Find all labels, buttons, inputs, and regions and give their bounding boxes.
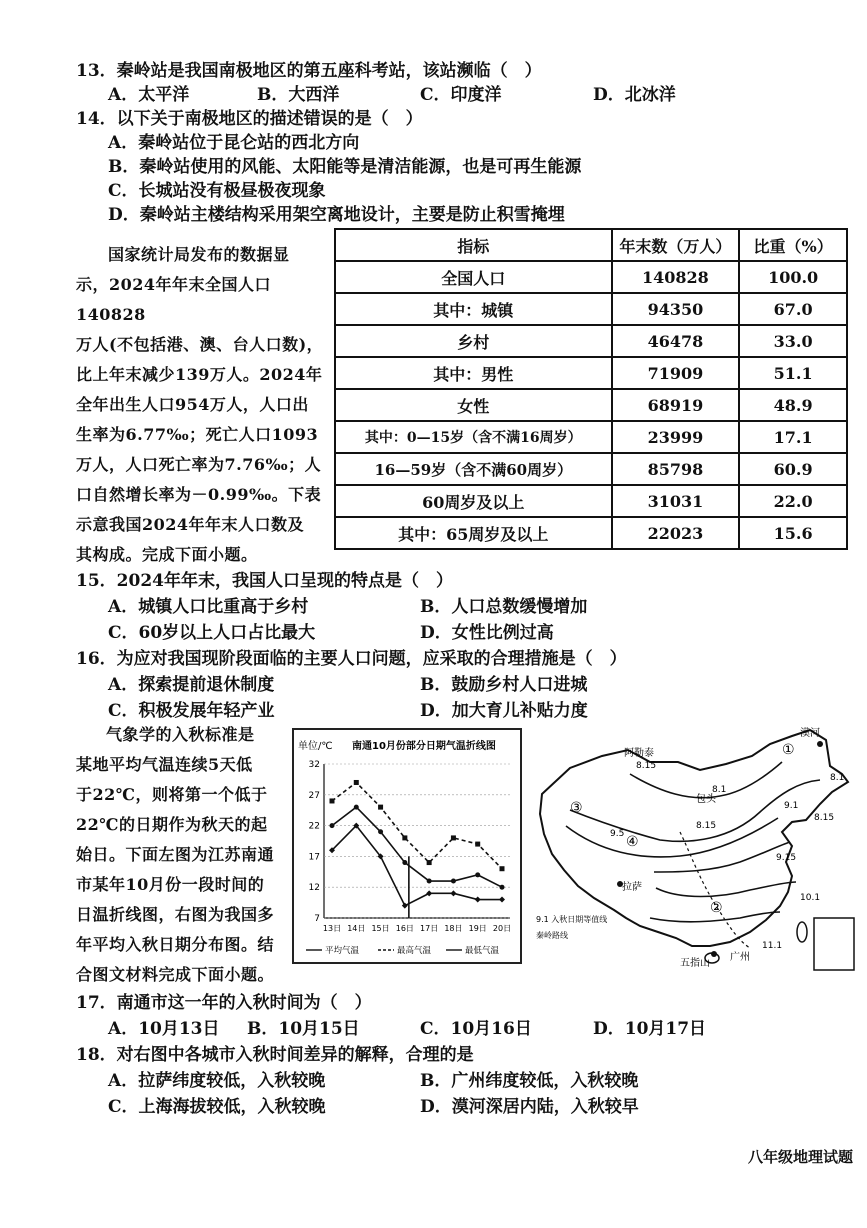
city-dot xyxy=(711,951,717,957)
q16-option-b[interactable]: B．鼓励乡村人口进城 xyxy=(420,675,588,695)
temperature-chart xyxy=(292,728,522,964)
legend-label: 最低气温 xyxy=(465,946,500,956)
q14-option-d[interactable]: D．秦岭站主楼结构采用架空离地设计，主要是防止积雪掩埋 xyxy=(108,205,565,225)
table-cell: 全国人口 xyxy=(335,261,612,293)
q16-option-c[interactable]: C．积极发展年轻产业 xyxy=(108,701,275,721)
material-line: 市某年10月份一段时间的 xyxy=(76,875,265,894)
table-cell: 33.0 xyxy=(739,325,847,357)
map-date-label: 9.15 xyxy=(776,853,797,863)
data-point xyxy=(475,872,480,877)
map-region-3: ③ xyxy=(570,800,583,816)
table-row xyxy=(335,421,847,453)
map-region-4: ④ xyxy=(626,834,639,850)
table-cell: 22.0 xyxy=(739,485,847,517)
table-header: 年末数（万人） xyxy=(612,229,740,261)
table-cell: 其中：0—15岁（含不满16周岁） xyxy=(335,421,612,453)
q14-option-c[interactable]: C．长城站没有极昼极夜现象 xyxy=(108,181,326,201)
q17-option-c[interactable]: C．10月16日 xyxy=(420,1019,532,1039)
table-cell: 其中：男性 xyxy=(335,357,612,389)
data-point xyxy=(426,890,432,896)
data-point xyxy=(402,903,408,909)
south-sea-inset xyxy=(814,918,854,970)
material-line: 某地平均气温连续5天低 xyxy=(76,755,253,774)
material-line: 年平均入秋日期分布图。结 xyxy=(76,935,275,954)
material-line: 日温折线图，右图为我国多 xyxy=(76,905,275,924)
legend-label: 平均气温 xyxy=(325,946,360,956)
data-point xyxy=(378,829,383,834)
material-line: 生率为6.77‰；死亡人口1093 xyxy=(76,425,319,444)
data-point xyxy=(451,879,456,884)
q14-option-a[interactable]: A．秦岭站位于昆仑站的西北方向 xyxy=(108,133,360,153)
data-point xyxy=(475,842,480,847)
table-cell: 100.0 xyxy=(739,261,847,293)
material-line: 万人(不包括港、澳、台人口数)， xyxy=(76,335,324,354)
table-cell: 94350 xyxy=(612,293,740,325)
table-cell: 60周岁及以上 xyxy=(335,485,612,517)
table-header: 指标 xyxy=(335,229,612,261)
q18-stem: 18．对右图中各城市入秋时间差异的解释，合理的是 xyxy=(76,1045,474,1065)
data-point xyxy=(475,897,481,903)
map-date-label: 8.1 xyxy=(830,773,845,783)
table-row xyxy=(335,261,847,293)
table-row xyxy=(335,517,847,549)
map-legend-route: 秦岭路线 xyxy=(536,931,568,940)
material-line: 合图文材料完成下面小题。 xyxy=(76,965,275,984)
material-line: 示，2024年年末全国人口140828 xyxy=(76,275,272,324)
table-row xyxy=(335,389,847,421)
table-cell: 68919 xyxy=(612,389,740,421)
data-point xyxy=(354,805,359,810)
map-label-altay: 阿勒泰 xyxy=(624,748,654,759)
data-point xyxy=(427,860,432,865)
table-cell: 60.9 xyxy=(739,453,847,485)
legend-label: 最高气温 xyxy=(397,946,432,956)
table-row xyxy=(335,453,847,485)
table-header-row xyxy=(335,229,847,261)
q13-option-d[interactable]: D．北冰洋 xyxy=(593,85,676,105)
table-cell: 67.0 xyxy=(739,293,847,325)
data-point xyxy=(427,879,432,884)
series-line xyxy=(332,826,502,906)
map-label-mohe: 漠河 xyxy=(800,728,820,739)
data-point xyxy=(330,798,335,803)
population-table xyxy=(334,228,848,550)
q17-option-d[interactable]: D．10月17日 xyxy=(593,1019,707,1039)
q15-option-d[interactable]: D．女性比例过高 xyxy=(420,623,554,643)
q15-option-c[interactable]: C．60岁以上人口占比最大 xyxy=(108,623,316,643)
china-map-svg xyxy=(530,722,860,972)
q17-stem: 17．南通市这一年的入秋时间为（ ） xyxy=(76,993,372,1013)
y-tick-label: 17 xyxy=(308,852,320,863)
table-cell: 71909 xyxy=(612,357,740,389)
table-cell: 15.6 xyxy=(739,517,847,549)
y-tick-label: 7 xyxy=(314,914,320,924)
page-footer: 八年级地理试题 xyxy=(747,1148,853,1166)
x-tick-label: 15日 xyxy=(371,924,390,933)
q18-option-b[interactable]: B．广州纬度较低，入秋较晚 xyxy=(420,1071,639,1091)
map-date-label: 8.15 xyxy=(696,821,717,831)
x-tick-label: 18日 xyxy=(444,924,463,933)
table-cell: 48.9 xyxy=(739,389,847,421)
q13-stem: 13．秦岭站是我国南极地区的第五座科考站，该站濒临（ ） xyxy=(76,61,542,81)
y-tick-label: 12 xyxy=(308,883,320,894)
data-point xyxy=(378,805,383,810)
table-cell: 85798 xyxy=(612,453,740,485)
q15-option-b[interactable]: B．人口总数缓慢增加 xyxy=(420,597,588,617)
map-date-label: 11.1 xyxy=(762,941,783,951)
q17-option-b[interactable]: B．10月15日 xyxy=(247,1019,360,1039)
map-label-baotou: 包头 xyxy=(696,794,716,805)
material-line: 示意我国2024年年末人口数及 xyxy=(76,515,305,534)
table-cell: 22023 xyxy=(612,517,740,549)
city-dot xyxy=(817,741,823,747)
isoline-95 xyxy=(566,818,778,857)
material-line: 全年出生人口954万人，人口出 xyxy=(76,395,309,414)
material-line: 始日。下面左图为江苏南通 xyxy=(76,845,275,864)
q16-stem: 16．为应对我国现阶段面临的主要人口问题，应采取的合理措施是（ ） xyxy=(76,649,627,669)
y-tick-label: 22 xyxy=(308,821,320,832)
data-point xyxy=(499,897,505,903)
map-date-label: 9.1 xyxy=(784,801,799,811)
q18-option-d[interactable]: D．漠河深居内陆，入秋较早 xyxy=(420,1097,639,1117)
map-region-2: ② xyxy=(710,900,723,916)
q16-option-a[interactable]: A．探索提前退休制度 xyxy=(108,675,275,695)
q18-option-a[interactable]: A．拉萨纬度较低，入秋较晚 xyxy=(108,1071,326,1091)
q14-stem: 14．以下关于南极地区的描述错误的是（ ） xyxy=(76,109,423,129)
q13-option-c[interactable]: C．印度洋 xyxy=(420,85,502,105)
table-cell: 女性 xyxy=(335,389,612,421)
material-line: 口自然增长率为－0.99‰。下表 xyxy=(76,485,322,504)
isoline-101 xyxy=(656,882,796,897)
q16-option-d[interactable]: D．加大育儿补贴力度 xyxy=(420,701,588,721)
data-point xyxy=(500,866,505,871)
table-cell: 其中：65周岁及以上 xyxy=(335,517,612,549)
table-cell: 其中：城镇 xyxy=(335,293,612,325)
data-point xyxy=(402,860,407,865)
chart-title: 南通10月份部分日期气温折线图 xyxy=(352,741,496,752)
material-line: 比上年末减少139万人。2024年 xyxy=(76,365,323,384)
x-tick-label: 16日 xyxy=(395,924,414,933)
table-cell: 46478 xyxy=(612,325,740,357)
map-label-guangzhou: 广州 xyxy=(730,952,750,963)
table-row xyxy=(335,357,847,389)
data-point xyxy=(330,823,335,828)
table-header: 比重（%） xyxy=(739,229,847,261)
data-point xyxy=(500,885,505,890)
table-cell: 140828 xyxy=(612,261,740,293)
x-tick-label: 13日 xyxy=(322,924,342,933)
map-legend-isoline: 9.1 入秋日期等值线 xyxy=(536,915,608,924)
data-point xyxy=(450,890,456,896)
map-date-label: 8.1 xyxy=(712,785,727,795)
table-cell: 51.1 xyxy=(739,357,847,389)
q13-option-b[interactable]: B．大西洋 xyxy=(257,85,340,105)
table-cell: 16—59岁（含不满60周岁） xyxy=(335,453,612,485)
material-line: 其构成。完成下面小题。 xyxy=(76,545,258,564)
q15-option-a[interactable]: A．城镇人口比重高于乡村 xyxy=(108,597,309,617)
q14-option-b[interactable]: B．秦岭站使用的风能、太阳能等是清洁能源，也是可再生能源 xyxy=(108,157,582,177)
table-cell: 乡村 xyxy=(335,325,612,357)
autumn-date-map xyxy=(530,722,860,972)
temperature-chart-svg xyxy=(294,730,520,962)
q13-option-a[interactable]: A．太平洋 xyxy=(108,85,190,105)
table-row xyxy=(335,293,847,325)
q15-stem: 15．2024年年末，我国人口呈现的特点是（ ） xyxy=(76,571,453,591)
map-date-label: 9.5 xyxy=(610,829,625,839)
q18-option-c[interactable]: C．上海海拔较低，入秋较晚 xyxy=(108,1097,326,1117)
data-point xyxy=(402,835,407,840)
data-point xyxy=(354,780,359,785)
table-row xyxy=(335,325,847,357)
material-autumn-text xyxy=(76,720,284,990)
map-label-wuzhishan: 五指山 xyxy=(680,958,710,969)
route-line xyxy=(680,832,750,948)
x-tick-label: 19日 xyxy=(468,924,487,933)
map-date-label: 10.1 xyxy=(800,893,821,903)
island-taiwan xyxy=(797,922,807,942)
map-label-lasa: 拉萨 xyxy=(622,882,642,893)
y-tick-label: 32 xyxy=(308,760,320,770)
x-tick-label: 17日 xyxy=(420,924,439,933)
table-cell: 23999 xyxy=(612,421,740,453)
x-tick-label: 14日 xyxy=(347,924,366,933)
x-tick-label: 20日 xyxy=(492,924,512,933)
material-line: 22℃的日期作为秋天的起 xyxy=(76,815,268,834)
map-region-1: ① xyxy=(782,742,795,758)
material-population-text xyxy=(76,240,332,570)
material-line: 万人，人口死亡率为7.76‰；人 xyxy=(76,455,322,474)
q17-option-a[interactable]: A．10月13日 xyxy=(108,1019,220,1039)
table-cell: 17.1 xyxy=(739,421,847,453)
material-line: 于22℃，则将第一个低于 xyxy=(76,785,268,804)
china-outline xyxy=(540,730,848,946)
y-tick-label: 27 xyxy=(308,790,320,801)
table-row xyxy=(335,485,847,517)
map-date-label: 8.15 xyxy=(636,761,657,771)
table-cell: 31031 xyxy=(612,485,740,517)
chart-ylabel: 单位/℃ xyxy=(298,741,333,752)
data-point xyxy=(451,835,456,840)
material-line: 国家统计局发布的数据显 xyxy=(108,245,290,264)
material-line: 气象学的入秋标准是 xyxy=(106,725,255,744)
map-date-label: 8.15 xyxy=(814,813,835,823)
